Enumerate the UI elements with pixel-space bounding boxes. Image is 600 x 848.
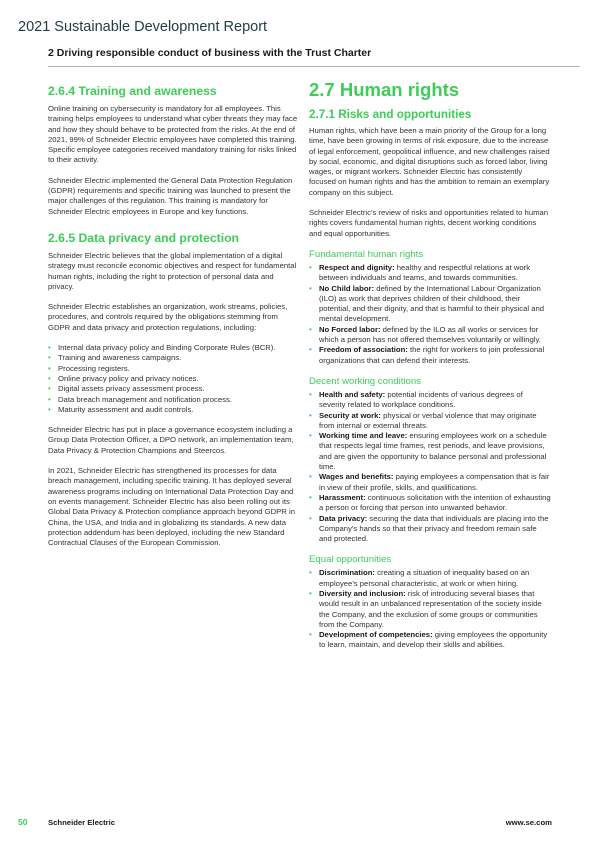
bullet-text: paying employees a compensation that is fair in view of their profile, skills, and qualifications. (319, 472, 550, 492)
list-item (309, 431, 551, 472)
section-heading-data-privacy: 2.6.5 Data privacy and protection (48, 230, 240, 245)
bullet-term: Respect and dignity: (319, 262, 395, 272)
list-item: • Maturity assessment and audit controls. (48, 405, 298, 415)
list-item (309, 630, 551, 651)
bullet-text: defined by the International Labour Organization (ILO) as work that deprives children of their childhood, their potential, and their dignity, and that is harmful to their physical and mental development. (319, 283, 545, 324)
list-item (309, 284, 551, 325)
data-privacy-bullet-list (48, 343, 298, 415)
bullet-text: ensuring employees work on a schedule that respects legal time frames, rest periods, and leave provisions, and are given the opportunity to balance personal and professional time. (319, 431, 547, 472)
report-title: 2021 Sustainable Development Report (18, 19, 268, 35)
list-item: • Digital assets privacy assessment process. (48, 384, 298, 394)
list-item (309, 493, 551, 514)
bullet-text: defined by the ILO as all works or services for which a person has not offered themselves voluntarily or willingly. (319, 324, 541, 345)
decent-working-list (309, 390, 551, 544)
bullet-term: No Forced labor: (319, 324, 381, 334)
list-item: • Processing registers. (48, 364, 298, 374)
risks-paragraph-2: Schneider Electric's review of risks and opportunities related to human rights covers fundamental human rights, decent working conditions and equal opportunities. (309, 208, 549, 238)
bullet-term: No Child labor: (319, 283, 375, 293)
list-item (309, 589, 551, 630)
fundamental-rights-heading: Fundamental human rights (309, 248, 424, 260)
page-number: 50 (18, 817, 28, 827)
equal-opportunities-heading: Equal opportunities (309, 554, 392, 566)
bullet-text: potential incidents of various degrees of severity related to workplace conditions. (319, 389, 523, 410)
equal-opportunities-list (309, 568, 551, 650)
bullet-term: Security at work: (319, 410, 381, 420)
data-privacy-paragraph-3: Schneider Electric has put in place a governance ecosystem including a Group Data Protection Officer, a DPO network, an implementation team, Data Privacy & Protection Champions and Steercos. (48, 425, 294, 455)
right-column (309, 79, 551, 661)
bullet-term: Development of competencies: (319, 630, 433, 640)
bullet-text: healthy and respectful relations at work between individuals and teams, and towards communities. (319, 262, 531, 283)
list-item (309, 325, 551, 346)
fundamental-rights-list (309, 263, 551, 366)
list-item (309, 472, 551, 493)
website-link[interactable]: www.se.com (505, 818, 552, 827)
bullet-text: giving employees the opportunity to learn, maintain, and develop their skills and abilities. (319, 630, 548, 650)
training-paragraph-1: Online training on cybersecurity is mandatory for all employees. This training helps employees to understand what cyber threats they may face and how they should behave to be protected from the risks. At the end of 2021, 99% of Schneider Electric employees have completed this training. Specific employee categories received mandatory training for risks linked to their activity. (48, 104, 298, 165)
bullet-term: Data privacy: (319, 513, 368, 523)
list-item (309, 263, 551, 284)
list-item (309, 568, 551, 589)
data-privacy-paragraph-2: Schneider Electric establishes an organization, work streams, policies, procedures, and controls required by the obligations stemming from GDPR and data privacy and protection regulations, including: (48, 302, 288, 332)
section-heading-training: 2.6.4 Training and awareness (48, 84, 217, 98)
bullet-term: Diversity and inclusion: (319, 588, 406, 598)
training-paragraph-2: Schneider Electric implemented the General Data Protection Regulation (GDPR) requirements and specific training was launched to present the major challenges of this regulation. This training is mandatory for Schneider Electric employees in Europe and key functions. (48, 175, 293, 216)
bullet-text: physical or verbal violence that may originate from internal or external threats. (319, 410, 537, 430)
section-heading-human-rights: 2.7 Human rights (309, 79, 460, 100)
bullet-text: the right for workers to join professional organizations that can defend their interests. (319, 345, 545, 365)
bullet-text: risk of introducing several biases that would result in an unbalanced representation of the society inside the Company, and the exclusion of some groups or communities from the Company. (319, 588, 542, 629)
list-item: • Training and awareness campaigns. (48, 353, 298, 363)
bullet-term: Wages and benefits: (319, 472, 394, 482)
bullet-term: Discrimination: (319, 568, 375, 578)
left-column (48, 84, 298, 558)
list-item: • Online privacy policy and privacy notices. (48, 374, 298, 384)
bullet-term: Health and safety: (319, 389, 386, 399)
list-item: • Data breach management and notification process. (48, 395, 298, 405)
decent-working-heading: Decent working conditions (309, 375, 421, 387)
chapter-title: 2 Driving responsible conduct of business with the Trust Charter (48, 47, 372, 59)
data-privacy-paragraph-1: Schneider Electric believes that the global implementation of a digital strategy must reconcile economic objectives and respect for fundamental human rights, including the right to protection of personal data and privacy. (48, 250, 297, 291)
bullet-text: creating a situation of inequality based on an employee's personal characteristic, at work or when hiring. (319, 568, 530, 588)
list-item (309, 390, 551, 411)
risks-paragraph-1: Human rights, which have been a main priority of the Group for a long time, have been growing in terms of risk exposure, due to the increase of legal enforcement, geopolitical influence, and new challenges raised by social, economic, and digital disruptions such as forced labor, living wages, or migrant workers. Schneider Electric has consistently focused on human rights and has the ambition to remain an exemplary company on this subject. (309, 126, 550, 197)
bullet-term: Freedom of association: (319, 345, 408, 355)
bullet-term: Harassment: (319, 492, 366, 502)
list-item: • Internal data privacy policy and Binding Corporate Rules (BCR). (48, 343, 298, 353)
list-item (309, 345, 551, 366)
bullet-text: securing the data that individuals are placing into the Company's hands so that their privacy and freedom remain safe and protected. (319, 513, 549, 544)
company-name: Schneider Electric (48, 818, 116, 827)
data-privacy-paragraph-4: In 2021, Schneider Electric has strengthened its processes for data breach management, including specific training. It has deployed several awareness programs including on International Data Protection Day and on events management. Schneider Electric has also been rolling out its Global Data Privacy & Protection compliance approach beyond GDPR in China, the USA, and India and in globalizing its standards. A new data protection addendum has been deployed, including the new Standard Contractual Clauses of the European Commission. (48, 466, 295, 548)
bullet-text: continuous solicitation with the intention of exhausting a person or forcing that person into unwanted behavior. (319, 492, 551, 513)
bullet-term: Working time and leave: (319, 431, 408, 441)
list-item (309, 514, 551, 545)
list-item (309, 411, 551, 432)
subsection-heading-risks: 2.7.1 Risks and opportunities (309, 108, 472, 121)
header-divider (48, 66, 580, 67)
